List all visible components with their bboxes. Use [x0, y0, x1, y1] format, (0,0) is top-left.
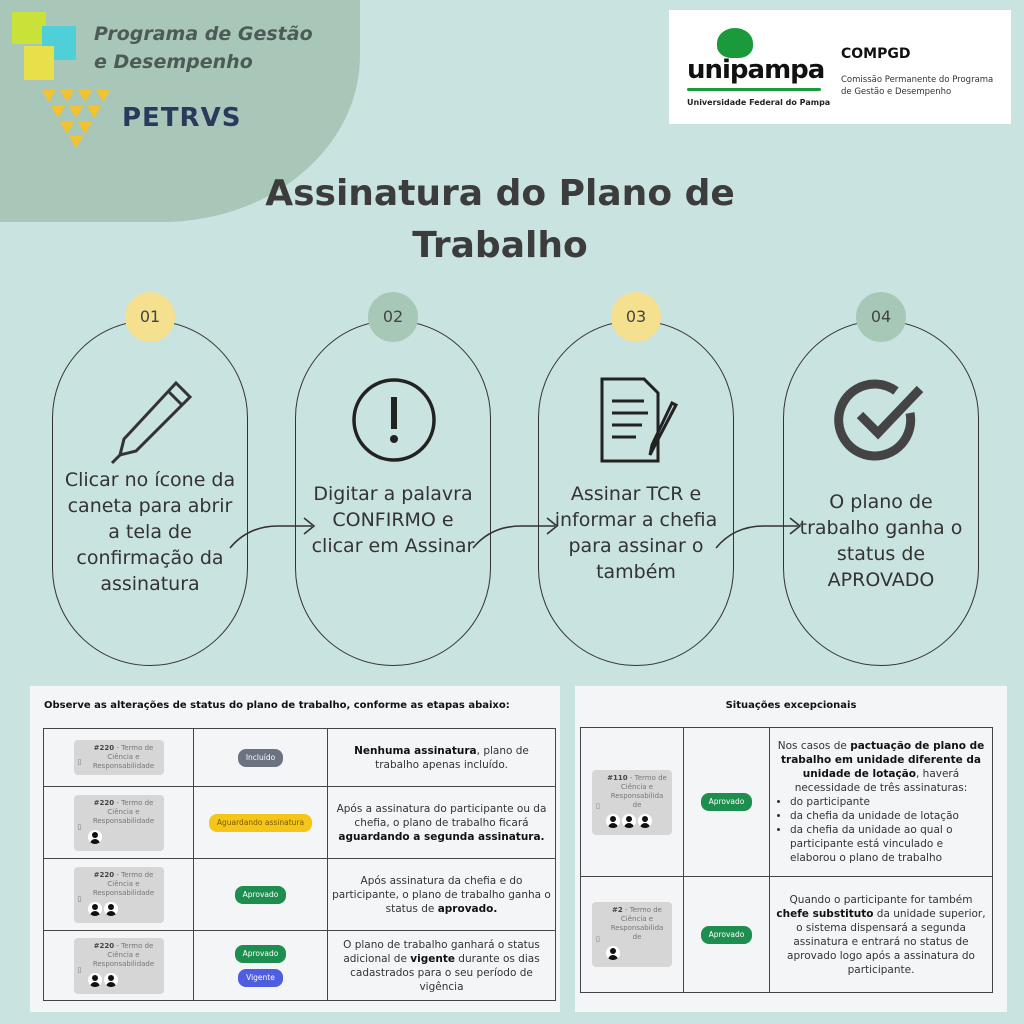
pgd-logo-icon	[12, 12, 78, 82]
plan-card[interactable]	[592, 902, 672, 967]
exceptions-panel-title: Situações excepcionais	[725, 700, 857, 711]
avatar	[622, 814, 636, 828]
step-4-card	[783, 320, 979, 666]
step-2-number: 02	[368, 292, 418, 342]
bullet-item: • do participante	[790, 795, 988, 809]
bullet-item: • da chefia da unidade ao qual o participante está vinculado e elaborou o plano de trabalho	[790, 823, 988, 865]
desc-text: , plano de trabalho apenas incluído.	[375, 744, 529, 771]
exclamation-icon	[346, 375, 442, 469]
table-row	[44, 787, 556, 859]
plan-id: #220	[93, 870, 115, 879]
status-panel-title: Observe as alterações de status do plano de trabalho, conforme as etapas abaixo:	[44, 700, 510, 711]
avatar	[606, 946, 620, 960]
exceptions-table	[580, 727, 993, 993]
step-3-text: Assinar TCR e informar a chefia para assinar o também	[554, 483, 718, 583]
document-sign-icon	[589, 375, 685, 469]
step-1-card	[52, 320, 248, 666]
document-icon: ▯	[77, 894, 82, 903]
desc-text: O plano de trabalho ganhará o status adicional de	[343, 938, 540, 965]
desc-bold: Nenhuma assinatura	[354, 744, 477, 757]
document-icon: ▯	[77, 757, 82, 766]
desc-text: Após assinatura da chefia e do participante, o plano de trabalho ganha o status de	[332, 874, 551, 915]
plan-card[interactable]	[74, 867, 164, 923]
plan-title: - Termo de Ciência e Responsabilidade	[92, 941, 155, 968]
plan-id: #2	[612, 906, 623, 914]
logo-wave	[687, 88, 821, 91]
plan-title: - Termo de Ciência e Responsabilida de	[610, 906, 664, 941]
status-badge: Aprovado	[701, 926, 753, 944]
plan-id: #220	[93, 744, 115, 752]
desc-bold: aguardando a segunda assinatura.	[338, 830, 545, 843]
compgd-subtitle: Comissão Permanente do Programa de Gestão e Desempenho	[841, 75, 994, 97]
table-row	[44, 859, 556, 931]
table-row	[44, 931, 556, 1001]
status-badge: Aguardando assinatura	[209, 814, 312, 832]
avatar	[88, 973, 102, 987]
plan-id: #220	[93, 798, 115, 807]
bullet-item: • da chefia da unidade de lotação	[790, 809, 988, 823]
avatar	[88, 830, 102, 844]
desc-text: , haverá necessidade de três assinaturas:	[794, 768, 968, 794]
document-icon: ▯	[77, 965, 82, 974]
program-line-2: e Desempenho	[94, 51, 253, 73]
desc-text: durante os dias cadastrados para o seu período de vigência	[350, 952, 540, 993]
status-badge: Aprovado	[701, 793, 753, 811]
plan-title: - Termo de Ciência e Responsabilidade	[92, 870, 155, 897]
step-4-text: O plano de trabalho ganha o status de APROVADO	[799, 491, 963, 591]
plan-id: #220	[93, 941, 115, 950]
avatar	[104, 973, 118, 987]
unipampa-logo: unipampa	[687, 55, 825, 85]
step-3-card	[538, 320, 734, 666]
step-1-text: Clicar no ícone da caneta para abrir a tela de confirmação da assinatura	[64, 469, 236, 595]
document-icon: ▯	[596, 802, 600, 810]
plan-title: - Termo de Ciência e Responsabilida de	[610, 773, 667, 809]
desc-bold: aprovado.	[437, 902, 498, 915]
status-badge: Vigente	[238, 969, 283, 987]
step-1-number: 01	[125, 292, 175, 342]
avatar	[606, 814, 620, 828]
program-line-1: Programa de Gestão	[94, 23, 313, 45]
plan-card[interactable]	[74, 795, 164, 851]
desc-text: Após a assinatura do participante ou da chefia, o plano de trabalho ficará	[336, 802, 547, 829]
avatar	[104, 902, 118, 916]
avatar	[638, 814, 652, 828]
desc-text: Nos casos de	[777, 740, 851, 752]
table-row	[581, 877, 993, 993]
step-3-number: 03	[611, 292, 661, 342]
desc-text: da unidade superior, o sistema dispensará a segunda assinatura e entrará no status de aprovado logo após a assinatura do participante.	[787, 907, 986, 976]
avatar	[88, 902, 102, 916]
status-badge: Aprovado	[235, 945, 287, 963]
petrvs-logo-icon	[42, 86, 118, 150]
status-table	[43, 728, 556, 1001]
desc-bold: vigente	[410, 952, 455, 965]
step-2-card	[295, 320, 491, 666]
unipampa-logo-box	[669, 10, 1011, 124]
compgd-title: COMPGD	[841, 46, 911, 62]
plan-title: - Termo de Ciência e Responsabilidade	[92, 744, 155, 770]
plan-title: - Termo de Ciência e Responsabilidade	[92, 798, 155, 825]
university-name: Universidade Federal do Pampa	[687, 98, 831, 107]
plan-card[interactable]	[74, 938, 164, 994]
page-title: Assinatura do Plano de Trabalho	[265, 173, 735, 266]
document-icon: ▯	[596, 934, 600, 943]
desc-bold: chefe substituto	[776, 907, 874, 920]
petrvs-label: PETRVS	[122, 103, 242, 133]
program-title	[94, 20, 344, 76]
plan-card[interactable]	[592, 770, 672, 835]
desc-text: Quando o participante for também	[789, 893, 973, 906]
desc-bold: pactuação de plano de trabalho em unidade diferente da unidade de lotação	[781, 740, 985, 780]
step-4-number: 04	[856, 292, 906, 342]
status-badge: Incluído	[238, 749, 283, 767]
step-2-text: Digitar a palavra CONFIRMO e clicar em Assinar	[311, 483, 475, 557]
document-icon: ▯	[77, 822, 82, 831]
table-row	[44, 729, 556, 787]
status-badge: Aprovado	[235, 886, 287, 904]
plan-card[interactable]	[74, 740, 164, 775]
check-circle-icon	[834, 375, 930, 469]
tree-icon	[717, 28, 753, 58]
table-row	[581, 728, 993, 877]
pen-icon	[103, 375, 199, 469]
plan-id: #110	[607, 773, 628, 782]
